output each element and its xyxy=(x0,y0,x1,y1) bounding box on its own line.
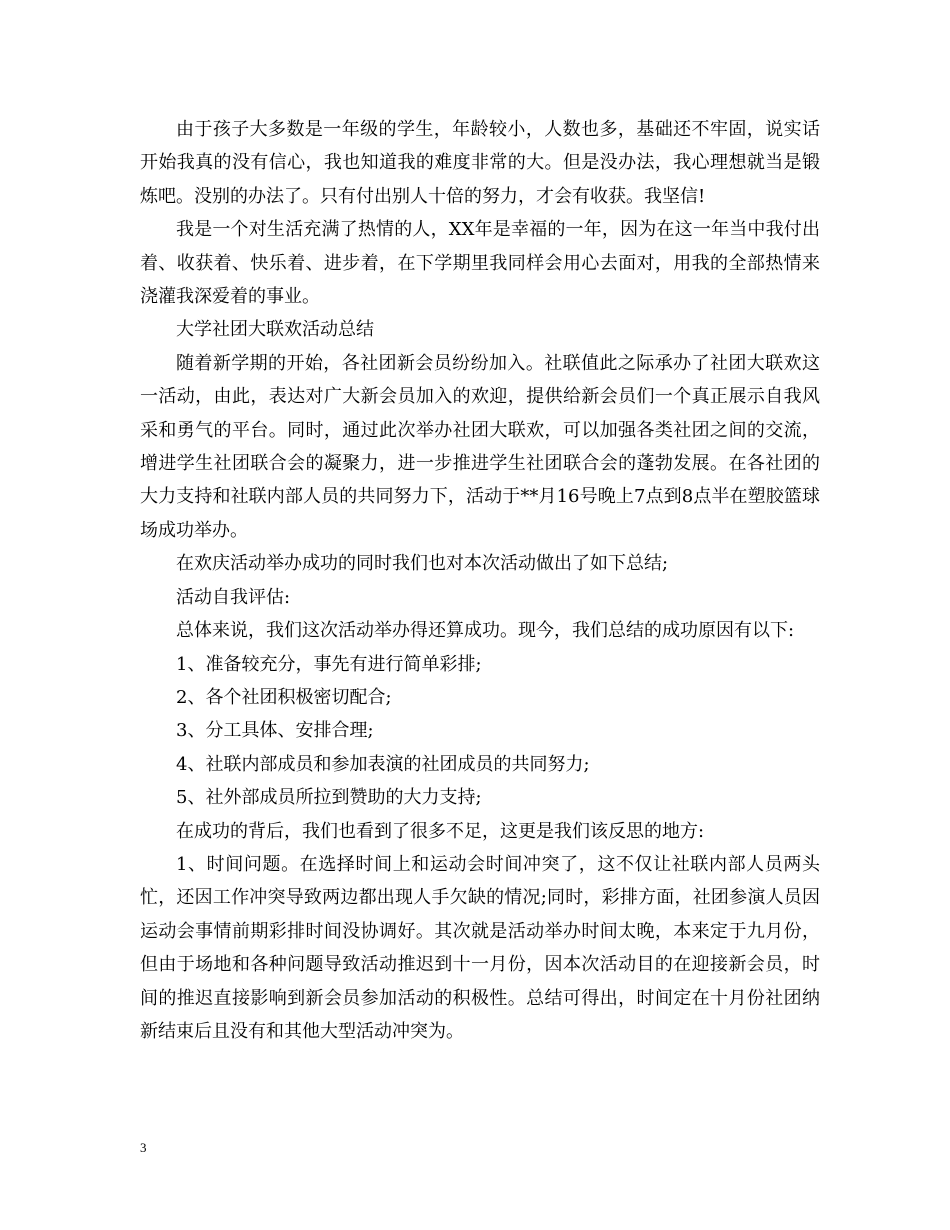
section-heading: 大学社团大联欢活动总结 xyxy=(176,319,374,341)
list-item: 2、各个社团积极密切配合; xyxy=(176,686,392,708)
paragraph: 我是一个对生活充满了热情的人，XX年是幸福的一年，因为在这一年当中我付出着、收获着、快乐着、进步着，在下学期里我同样会用心去面对，用我的全部热情来浇灌我深爱着的事业。 xyxy=(140,219,820,308)
list-item: 1、准备较充分，事先有进行简单彩排; xyxy=(176,653,482,675)
list-item: 3、分工具体、安排合理; xyxy=(176,720,374,742)
document-body xyxy=(140,113,820,1048)
paragraph: 总体来说，我们这次活动举办得还算成功。现今，我们总结的成功原因有以下: xyxy=(176,620,795,642)
list-item: 1、时间问题。在选择时间上和运动会时间冲突了，这不仅让社联内部人员两头忙，还因工作冲突导致两边都出现人手欠缺的情况;同时，彩排方面，社团参演人员因运动会事情前期彩排时间没协调好。其次就是活动举办时间太晚，本来定于九月份，但由于场地和各种问题导致活动推迟到十一月份，因本次活动目的在迎接新会员，时间的推迟直接影响到新会员参加活动的积极性。总结可得出，时间定在十月份社团纳新结束后且没有和其他大型活动冲突为。 xyxy=(140,853,820,1042)
paragraph: 由于孩子大多数是一年级的学生，年龄较小，人数也多，基础还不牢固，说实话开始我真的没有信心，我也知道我的难度非常的大。但是没办法，我心理想就当是锻炼吧。没别的办法了。只有付出别人十倍的努力，才会有收获。我坚信! xyxy=(140,119,820,207)
subheading: 活动自我评估: xyxy=(176,586,291,608)
paragraph: 随着新学期的开始，各社团新会员纷纷加入。社联值此之际承办了社团大联欢这一活动，由此，表达对广大新会员加入的欢迎，提供给新会员们一个真正展示自我风采和勇气的平台。同时，通过此次举办社团大联欢，可以加强各类社团之间的交流，增进学生社团联合会的凝聚力，进一步推进学生社团联合会的蓬勃发展。在各社团的大力支持和社联内部人员的共同努力下，活动于**月16号晚上7点到8点半在塑胶篮球场成功举办。 xyxy=(140,352,820,541)
paragraph: 在欢庆活动举办成功的同时我们也对本次活动做出了如下总结; xyxy=(176,553,669,575)
page-number: 3 xyxy=(140,1140,147,1155)
list-item: 5、社外部成员所拉到赞助的大力支持; xyxy=(176,787,482,809)
paragraph: 在成功的背后，我们也看到了很多不足，这更是我们该反思的地方: xyxy=(176,820,705,842)
list-item: 4、社联内部成员和参加表演的社团成员的共同努力; xyxy=(176,753,590,775)
